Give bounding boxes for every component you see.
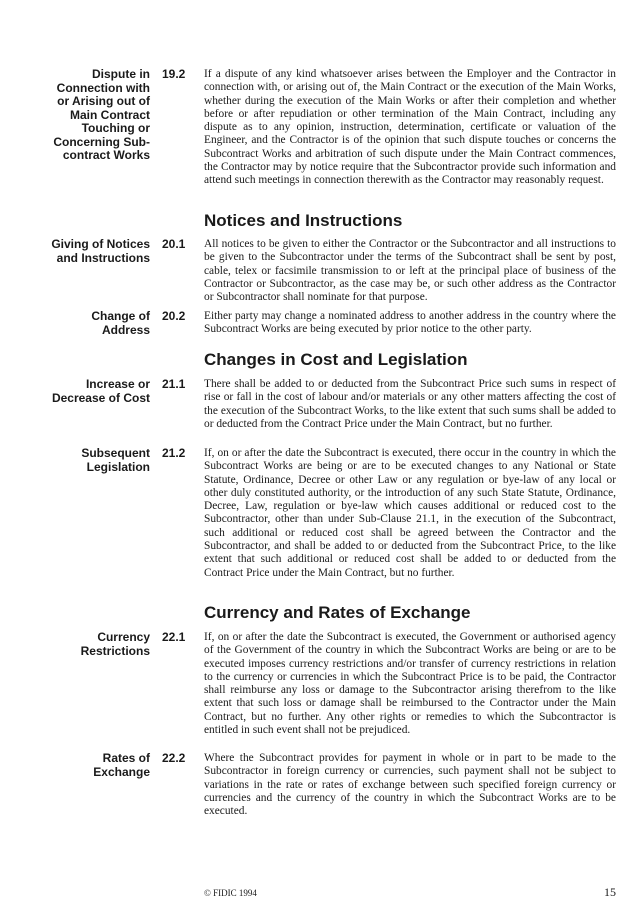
section-heading-currency: Currency and Rates of Exchange (204, 603, 471, 622)
clause-side-heading: Giving of Notices and Instructions (51, 237, 150, 265)
clause-side-heading: Dispute in Connection with or Arising out of Main Contract Touching or Concerning Sub- contract Works (53, 67, 150, 162)
clause-number: 22.1 (162, 630, 186, 644)
clause-side-heading: Rates of Exchange (93, 751, 150, 779)
clause-side-heading: Change of Address (91, 309, 150, 337)
clause-number: 20.2 (162, 309, 186, 323)
clause-text: Either party may change a nominated address to another address in the country where the Subcontract Works are being executed by prior notice to the other party. (204, 310, 616, 336)
clause-side-heading: Subsequent Legislation (81, 446, 150, 474)
footer-copyright: © FIDIC 1994 (204, 888, 257, 898)
clause-number: 21.1 (162, 377, 186, 391)
clause-text: All notices to be given to either the Contractor or the Subcontractor and all instructions to be given to the Subcontractor under the terms of the Subcontract shall be sent by post, cable, telex or facsimile transmission to or left at the principal place of business of the Contractor or Subcontractor, as the case may be, or such other address as the Contractor or Subcontractor shall nominate for that purpose. (204, 238, 616, 304)
clause-number: 19.2 (162, 67, 186, 81)
page-number: 15 (604, 885, 616, 899)
clause-number: 22.2 (162, 751, 186, 765)
clause-text: If, on or after the date the Subcontract is executed, there occur in the country in which the Subcontract Works are being or are to be executed changes to any National or State Statute, Ordinance, Decree or other Law or any regulation or bye-law of any local or other duly constituted authority, or the introduction of any such State Statute, Ordinance, Decree, Law, regulation or bye-law which causes additional or reduced cost to the Subcontractor, other than under Sub-Clause 21.1, in the execution of the Subcontract, such additional or reduced cost shall be agreed between the Contractor and the Subcontractor, and shall be added to or deducted from the Subcontract Price, to the like extent that such additional or reduced cost shall be added to or deducted from the Contract Price under the Main Contract, but no further. (204, 447, 616, 579)
clause-side-heading: Increase or Decrease of Cost (51, 377, 150, 405)
clause-text: If a dispute of any kind whatsoever arises between the Employer and the Contractor in connection with, or arising out of, the Main Contract or the execution of the Main Works, whether during the execution of the Main Works or after their completion and whether before or after repudiation or other termination of the Main Contract, including any dispute as to any opinion, instruction, determination, certificate or valuation of the Engineer, and the Contractor is of the opinion that such dispute touches or concerns the Subcontract Works and arbitration of such dispute under the Main Contract commences, the Contractor may by notice require that the Subcontractor provide such information and attend such meetings in connection therewith as the Contractor may reasonably request. (204, 68, 616, 187)
clause-text: There shall be added to or deducted from the Subcontract Price such sums in respect of rise or fall in the cost of labour and/or materials or any other matters affecting the cost of the execution of the Subcontract Works, to the like extent that such sums shall be added to or deducted from the Contract Price under the Main Contract, but no further. (204, 378, 616, 430)
clause-side-heading: Currency Restrictions (80, 630, 150, 658)
clause-number: 20.1 (162, 237, 186, 251)
section-heading-notices: Notices and Instructions (204, 211, 403, 230)
section-heading-changes: Changes in Cost and Legislation (204, 350, 468, 369)
clause-number: 21.2 (162, 446, 186, 460)
clause-text: Where the Subcontract provides for payment in whole or in part to be made to the Subcontractor in foreign currency or currencies, such payment shall not be subject to variations in the rate or rates of exchange between such specified foreign currency or currencies and the currency of the country in which the Subcontract Works are to be executed. (204, 752, 616, 818)
clause-text: If, on or after the date the Subcontract is executed, the Government or authorised agency of the Government of the country in which the Subcontract Works are being or are to be executed imposes currency restrictions and/or transfer of currency restrictions in relation to the currency or currencies in which the Subcontract Price is to be paid, the Contractor shall reimburse any loss or damage to the Subcontractor arising therefrom to the like extent that such loss or damage shall be reimbursed to the Contractor under the Main Contract, but no further. Any other rights or remedies to which the Subcontractor is entitled in such event shall not be prejudiced. (204, 631, 616, 737)
